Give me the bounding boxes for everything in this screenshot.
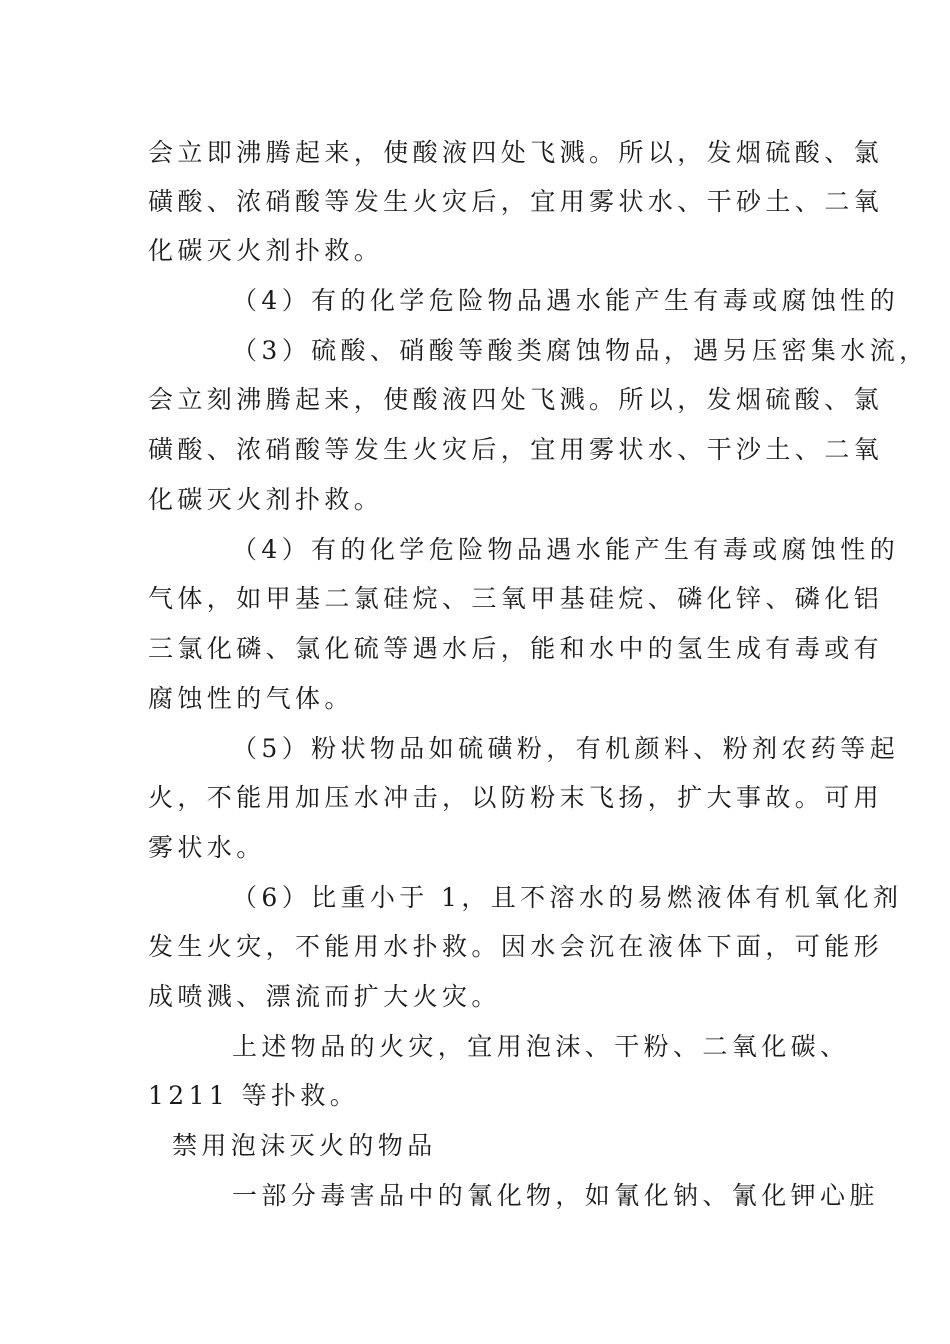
paragraph-start-line: （4）有的化学危险物品遇水能产生有毒或腐蚀性的: [232, 535, 900, 564]
body-text-line: 火，不能用加压水冲击，以防粉末飞扬，扩大事故。可用: [148, 783, 884, 812]
paragraph-start-line: （3）硫酸、硝酸等酸类腐蚀物品，遇另压密集水流，: [232, 336, 929, 365]
body-text-line: 成喷溅、漂流而扩大火灾。: [148, 982, 501, 1011]
paragraph-start-line: （4）有的化学危险物品遇水能产生有毒或腐蚀性的: [232, 286, 900, 315]
body-text-line: 1211 等扑救。: [148, 1081, 360, 1110]
body-text-line: 磺酸、浓硝酸等发生火灾后，宜用雾状水、干砂土、二氧: [148, 187, 884, 216]
body-text-line: 化碳灭火剂扑救。: [148, 485, 384, 514]
body-text-line: 雾状水。: [148, 833, 266, 862]
body-text-line: 气体，如甲基二氯硅烷、三氧甲基硅烷、磷化锌、磷化铝: [148, 584, 884, 613]
paragraph-start-line: （5）粉状物品如硫磺粉，有机颜料、粉剂农药等起: [232, 734, 900, 763]
body-text-line: 腐蚀性的气体。: [148, 684, 354, 713]
body-text-line: 三氯化磷、氯化硫等遇水后，能和水中的氢生成有毒或有: [148, 634, 884, 663]
body-text-line: 化碳灭火剂扑救。: [148, 236, 384, 265]
body-text-line: 会立刻沸腾起来，使酸液四处飞溅。所以，发烟硫酸、氯: [148, 385, 884, 414]
paragraph-start-line: （6）比重小于 1，且不溶水的易燃液体有机氧化剂: [232, 883, 903, 912]
section-heading: 禁用泡沫灭火的物品: [172, 1131, 437, 1160]
body-text-line: 发生火灾，不能用水扑救。因水会沉在液体下面，可能形: [148, 932, 884, 961]
paragraph-start-line: 一部分毒害品中的氰化物，如氰化钠、氰化钾心脏: [232, 1181, 879, 1210]
body-text-line: 会立即沸腾起来，使酸液四处飞溅。所以，发烟硫酸、氯: [148, 138, 884, 167]
paragraph-start-line: 上述物品的火灾，宜用泡沫、干粉、二氧化碳、: [232, 1032, 850, 1061]
body-text-line: 磺酸、浓硝酸等发生火灾后，宜用雾状水、干沙土、二氧: [148, 435, 884, 464]
